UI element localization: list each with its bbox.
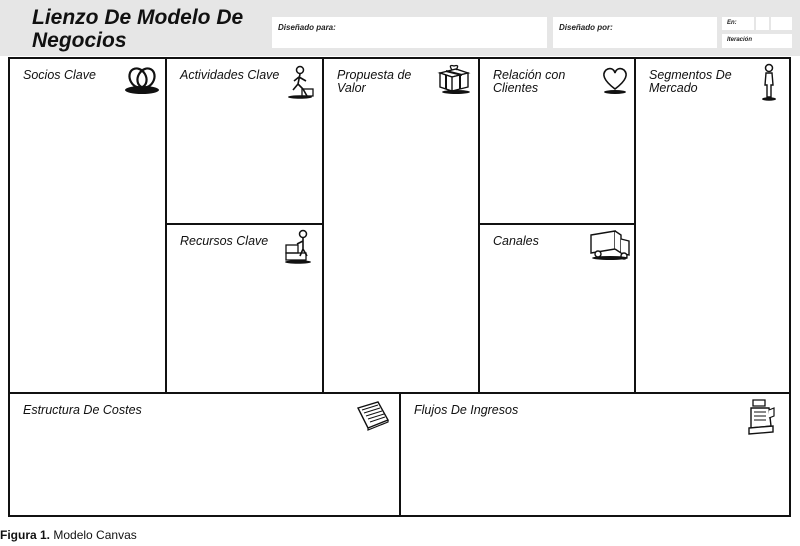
designed-by-field[interactable] — [553, 17, 717, 48]
designed-by-label: Diseñado por: — [559, 23, 613, 32]
cost-structure-label: Estructura De Costes — [23, 403, 142, 417]
cost-structure-block[interactable] — [10, 394, 399, 515]
key-resources-label: Recursos Clave — [180, 234, 269, 248]
page-title: Lienzo De Modelo De Negocios — [32, 6, 244, 52]
key-partners-label: Socios Clave — [23, 68, 96, 82]
date-field-2[interactable] — [756, 17, 769, 30]
iteration-field[interactable] — [722, 34, 792, 48]
truck-icon — [588, 229, 632, 261]
worker-icon — [285, 65, 315, 99]
worker-boxes-icon — [283, 229, 315, 265]
date-field-3[interactable] — [771, 17, 792, 30]
person-icon — [760, 63, 778, 103]
figure-caption — [0, 528, 137, 542]
value-proposition-block[interactable] — [324, 59, 478, 392]
revenue-streams-block[interactable] — [401, 394, 789, 515]
receipt-icon — [354, 398, 392, 432]
customer-segments-block[interactable] — [636, 59, 789, 392]
gift-icon — [436, 63, 472, 95]
key-resources-block[interactable] — [167, 225, 322, 392]
value-proposition-label: Propuesta de Valor — [337, 68, 412, 95]
designed-for-label: Diseñado para: — [278, 23, 336, 32]
channels-label: Canales — [493, 234, 539, 248]
heart-icon — [600, 65, 630, 95]
designed-for-field[interactable] — [272, 17, 547, 48]
date-field[interactable] — [722, 17, 754, 30]
key-activities-label: Actividades Clave — [180, 68, 280, 82]
customer-relationships-block[interactable] — [480, 59, 635, 223]
key-activities-block[interactable] — [167, 59, 322, 223]
caption-prefix: Figura 1. — [0, 528, 51, 542]
customer-segments-label: Segmentos De Mercado — [649, 68, 732, 95]
revenue-streams-label: Flujos De Ingresos — [414, 403, 519, 417]
customer-relationships-label: Relación con Clientes — [493, 68, 566, 95]
key-partners-block[interactable] — [10, 59, 165, 392]
channels-block[interactable] — [480, 225, 635, 392]
cash-register-icon — [747, 398, 777, 438]
iteration-label: Iteración — [727, 37, 753, 43]
business-model-canvas — [8, 57, 791, 517]
caption-text: Modelo Canvas — [53, 528, 137, 542]
header-bar — [0, 0, 800, 56]
date-label: En: — [727, 20, 737, 26]
chain-link-icon — [123, 65, 161, 95]
